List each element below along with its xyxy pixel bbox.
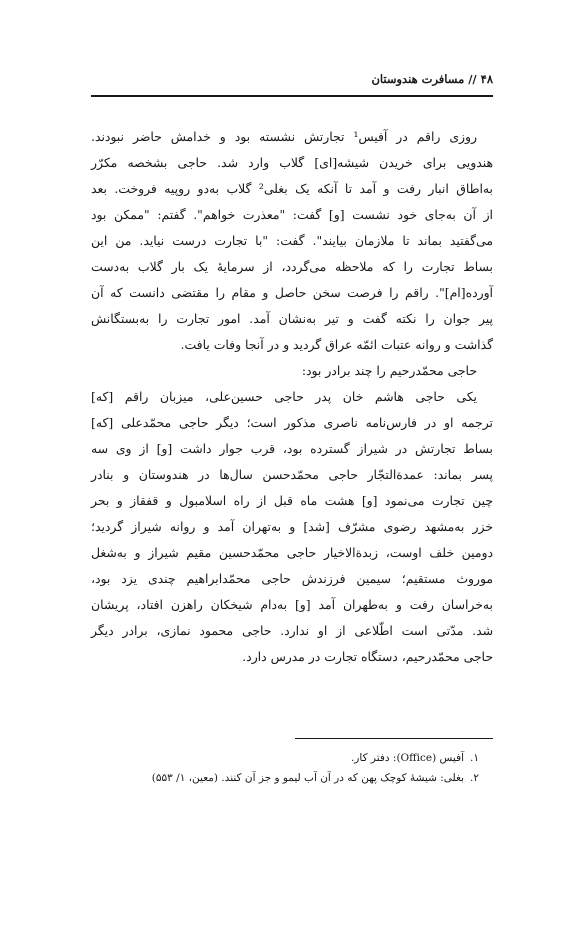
text-line: حاجی محمّدرحیم را چند برادر بود: xyxy=(301,363,477,378)
footnote-text: بغلی: شیشهٔ کوچک پهن که در آن آب لیمو و جز آن کنند. (معین، ۱/ ۵۵۳) xyxy=(151,772,465,784)
footnote-number: ۱. xyxy=(470,752,479,764)
footnote-item xyxy=(91,748,493,768)
text-line: گذاشت و روانه عتبات ائمّه عراق گردید و در آنجا وفات یافت. xyxy=(180,337,493,352)
text-line: بساط تجارتش در شیراز گسترده بود، قرب جوار داشت [و] از وی سه xyxy=(91,441,493,456)
text-line: آورده[ام]". راقم را فرصت سخن حاصل و مقام را مقتضی دانست که آن xyxy=(91,285,493,300)
text-line: روزی راقم در آفیس¹ تجارتش نشسته بود و خدامش حاضر نبودند. xyxy=(91,129,477,144)
header-rule xyxy=(91,95,493,97)
text-line: حاجی محمّدرحیم، دستگاه تجارت در مدرس دارد. xyxy=(242,649,493,664)
text-line: بساط تجارت را که ملاحظه می‌گردد، از سرمایهٔ یک بار گلاب به‌دست xyxy=(91,259,493,274)
footnote-text: آفیس (Office): دفتر کار. xyxy=(350,752,465,764)
text-line: ترجمه او در فارس‌نامه ناصری مذکور است؛ دیگر حاجی محمّدعلی [که] xyxy=(91,415,493,430)
text-line: شد. مدّتی است اطّلاعی از او ندارد. حاجی محمود نمازی، برادر دیگر xyxy=(91,623,493,638)
footnote-item xyxy=(91,768,493,788)
text-line: موروث مستقیم؛ سیمین فرزندش حاجی محمّدابراهیم چندی یزد بود، xyxy=(91,571,493,586)
text-line: خزر به‌مشهد رضوی مشرّف [شد] و به‌تهران آمد و روانه شیراز گردید؛ xyxy=(91,519,493,534)
text-line: می‌گفتید بماند تا ملازمان بیایند". گفت: "با تجارت درست نیاید. من این xyxy=(91,233,493,248)
body-text xyxy=(91,124,493,670)
text-line: یکی حاجی هاشم خان پدر حاجی حسین‌علی، میزبان راقم [که] xyxy=(91,389,477,404)
footnotes xyxy=(91,748,493,788)
text-line: هندویی برای خریدن شیشه[ای] گلاب وارد شد. حاجی بشخصه مکرّر xyxy=(91,155,493,170)
text-line: به‌خراسان رفت و به‌طهران آمد [و] به‌دام شیخکان راهزن افتاد، پریشان xyxy=(91,597,493,612)
text-line: به‌اطاق انبار رفت و آمد تا آنکه یک بغلی² گلاب به‌دو روپیه فروخت. بعد xyxy=(91,181,493,196)
footnote-number: ۲. xyxy=(470,772,479,784)
running-header: ۴۸ // مسافرت هندوستان xyxy=(371,72,493,86)
text-line: چین تجارت می‌نمود [و] هشت ماه قبل از راه اسلامبول و قفقاز و بحر xyxy=(91,493,493,508)
text-line: پسر بماند: عمدةالتجّار حاجی محمّدحسن سال‌ها در هندوستان و بنادر xyxy=(91,467,493,482)
text-line: پیر جوان را نکته گفت و تیر به‌نشان آمد. امور تجارت را به‌بستگانش xyxy=(91,311,493,326)
text-line: دومین خلف اوست، زبدةالاخیار حاجی محمّدحسین مقیم شیراز و به‌شغل xyxy=(91,545,493,560)
footnote-rule xyxy=(295,738,493,739)
text-line: از آن به‌جای خود نشست [و] گفت: "معذرت خواهم". گفتم: "ممکن بود xyxy=(91,207,493,222)
